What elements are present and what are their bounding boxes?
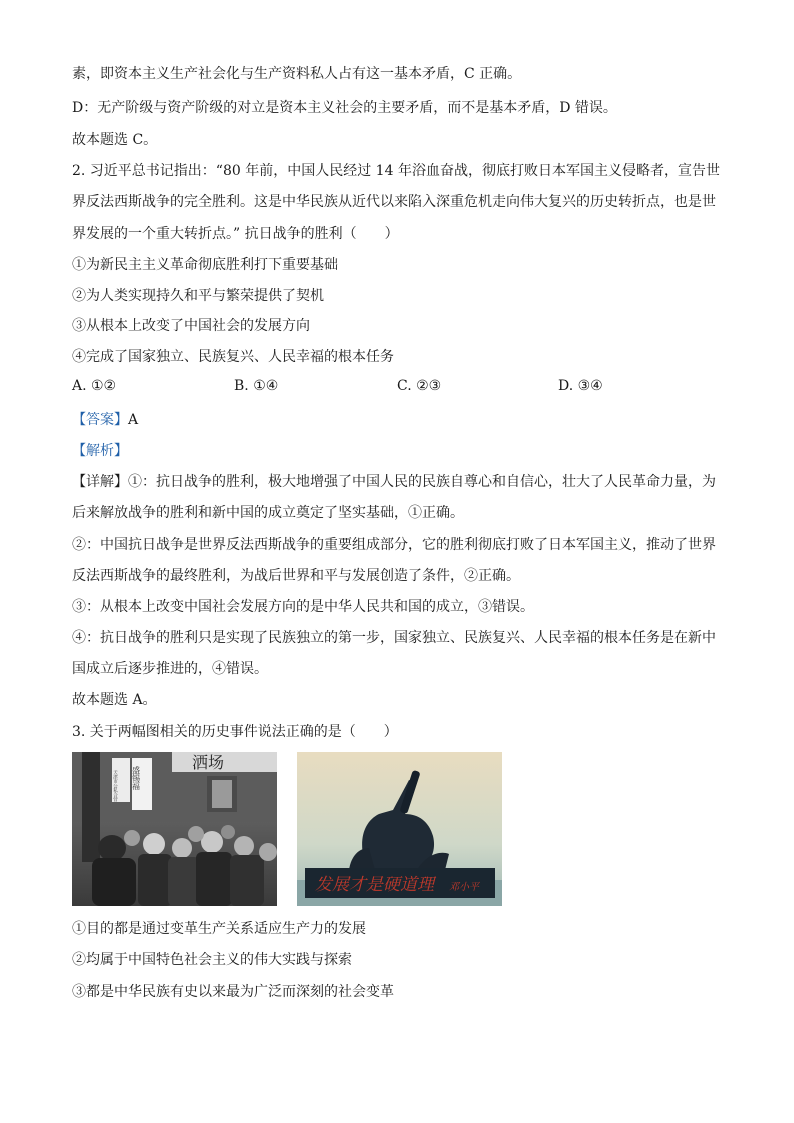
conclusion-line: 故本题选 A。 bbox=[72, 692, 157, 708]
answer-line bbox=[72, 410, 138, 430]
analysis-line bbox=[72, 441, 128, 461]
statement: ①目的都是通过变革生产关系适应生产力的发展 bbox=[72, 921, 366, 937]
detail-text: ①：抗日战争的胜利，极大地增强了中国人民的民族自尊心和自信心，壮大了人民革命力量，为 bbox=[128, 474, 716, 490]
option-d: D. ③④ bbox=[558, 378, 603, 394]
analysis-tag: 【解析】 bbox=[72, 443, 128, 459]
option-b: B. ①④ bbox=[234, 378, 279, 394]
answer-options bbox=[72, 378, 632, 398]
detail-line: ③：从根本上改变中国社会发展方向的是中华人民共和国的成立，③错误。 bbox=[72, 599, 534, 615]
detail-line: ④：抗日战争的胜利只是实现了民族独立的第一步，国家独立、民族复兴、人民幸福的根本任务是在新中 bbox=[72, 630, 716, 646]
statement: ③从根本上改变了中国社会的发展方向 bbox=[72, 318, 310, 334]
detail-tag: 【详解】 bbox=[72, 474, 128, 490]
text-line: 故本题选 C。 bbox=[72, 132, 158, 148]
vertical-sign-text: 盛锡福 bbox=[131, 766, 141, 790]
shop-sign-text: 洒场 bbox=[192, 753, 225, 772]
answer-value: A bbox=[128, 412, 139, 428]
inscription-text: 发展才是硬道理 bbox=[315, 875, 434, 895]
statement: ③都是中华民族有史以来最为广泛而深刻的社会变革 bbox=[72, 984, 394, 1000]
question-stem: 3. 关于两幅图相关的历史事件说法正确的是（ ） bbox=[72, 724, 398, 740]
detail-line bbox=[72, 472, 716, 492]
statement: ②均属于中国特色社会主义的伟大实践与探索 bbox=[72, 952, 352, 968]
statement: ①为新民主主义革命彻底胜利打下重要基础 bbox=[72, 257, 338, 273]
question-stem: 界发展的一个重大转折点。” 抗日战争的胜利（ ） bbox=[72, 226, 399, 242]
statement: ②为人类实现持久和平与繁荣提供了契机 bbox=[72, 288, 324, 304]
statement: ④完成了国家独立、民族复兴、人民幸福的根本任务 bbox=[72, 349, 394, 365]
question-stem: 2. 习近平总书记指出：“80 年前，中国人民经过 14 年浴血奋战，彻底打败日本军国主义侵略者，宣告世 bbox=[72, 163, 720, 179]
photo-public-private-ownership bbox=[72, 752, 277, 906]
answer-tag: 【答案】 bbox=[72, 412, 128, 428]
text-line: D：无产阶级与资产阶级的对立是资本主义社会的主要矛盾，而不是基本矛盾，D 错误。 bbox=[72, 100, 617, 116]
question-stem: 界反法西斯战争的完全胜利。这是中华民族从近代以来陷入深重危机走向伟大复兴的历史转折点，也是世 bbox=[72, 194, 716, 210]
option-a: A. ①② bbox=[72, 378, 117, 394]
text-line: 素，即资本主义生产社会化与生产资料私人占有这一基本矛盾，C 正确。 bbox=[72, 66, 522, 82]
photo-development-sculpture bbox=[297, 752, 502, 906]
detail-line: 反法西斯战争的最终胜利，为战后世界和平与发展创造了条件，②正确。 bbox=[72, 568, 520, 584]
detail-line: ②：中国抗日战争是世界反法西斯战争的重要组成部分，它的胜利彻底打败了日本军国主义，推动了世界 bbox=[72, 537, 716, 553]
detail-line: 国成立后逐步推进的，④错误。 bbox=[72, 661, 268, 677]
option-c: C. ②③ bbox=[397, 378, 442, 394]
vertical-sign-text: 天津市公私合营 bbox=[112, 770, 118, 802]
detail-line: 后来解放战争的胜利和新中国的成立奠定了坚实基础，①正确。 bbox=[72, 505, 464, 521]
inscription-signature: 邓小平 bbox=[449, 882, 479, 893]
